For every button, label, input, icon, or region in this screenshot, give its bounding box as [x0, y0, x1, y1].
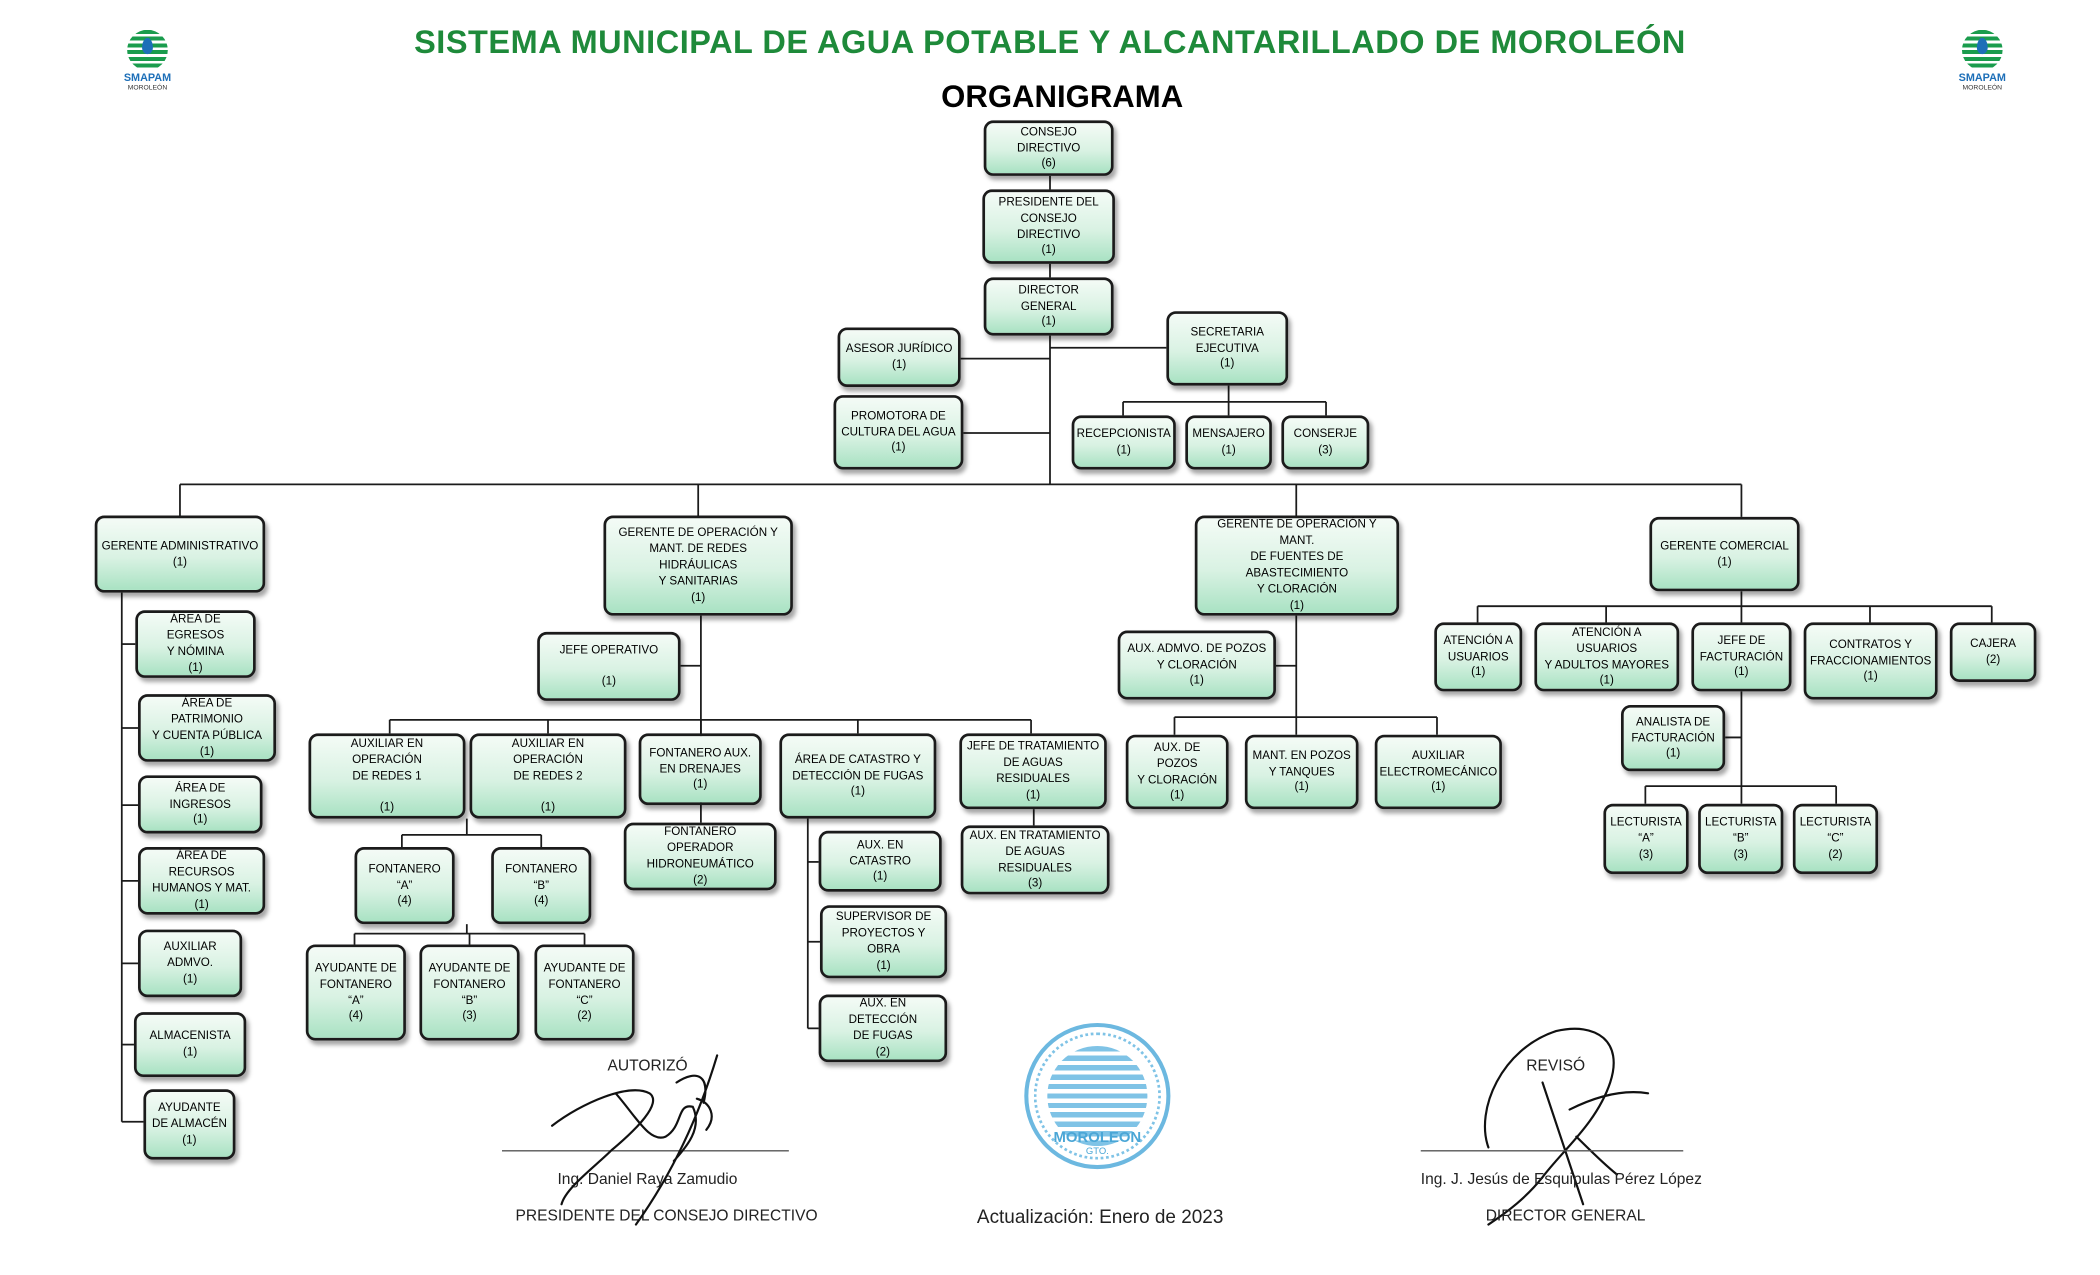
box-label: ÁREA DE CATASTRO Y DETECCIÓN DE FUGAS (1) — [792, 751, 924, 798]
reviso-signature-line — [1421, 1150, 1684, 1151]
box-label: PROMOTORA DE CULTURA DEL AGUA (1) — [841, 408, 956, 454]
box-label: ATENCIÓN A USUARIOS (1) — [1443, 632, 1514, 679]
box-label: CAJERA (2) — [1970, 636, 2017, 666]
box-label: SECRETARIA EJECUTIVA (1) — [1190, 324, 1264, 370]
box-label: DIRECTOR GENERAL (1) — [1018, 282, 1079, 329]
box-label: ÁREA DE INGRESOS (1) — [169, 780, 231, 826]
box-label: CONTRATOS Y FRACCIONAMIENTOS (1) — [1810, 636, 1932, 683]
box-label: GERENTE DE OPERACIÓN Y MANT. DE REDES HIDRÁULICAS Y SANITARIAS (1) — [618, 525, 778, 604]
box-label: AUX. ADMVO. DE POZOS Y CLORACIÓN (1) — [1127, 640, 1267, 687]
box-label: GERENTE ADMINISTRATIVO (1) — [101, 538, 259, 568]
seal-subtext: GTO. — [1085, 1147, 1109, 1157]
box-label: SUPERVISOR DE PROYECTOS Y OBRA (1) — [835, 909, 932, 972]
box-label: JEFE OPERATIVO (1) — [559, 642, 659, 688]
box-label: LECTURISTA “A” (3) — [1610, 814, 1682, 861]
box-label: ÁREA DE EGRESOS Y NÓMINA (1) — [166, 611, 225, 674]
autorizo-name: Ing. Daniel Raya Zamudio — [557, 1171, 738, 1189]
reviso-role: DIRECTOR GENERAL — [1485, 1208, 1646, 1225]
box-label: GERENTE COMERCIAL (1) — [1660, 538, 1789, 568]
autorizo-label: AUTORIZÓ — [607, 1058, 688, 1075]
box-label: ÁREA DE RECURSOS HUMANOS Y MAT. (1) — [152, 848, 252, 911]
box-label: JEFE DE FACTURACIÓN (1) — [1699, 632, 1784, 679]
box-label: PRESIDENTE DEL CONSEJO DIRECTIVO (1) — [998, 194, 1099, 257]
box-label: ALMACENISTA (1) — [149, 1028, 231, 1059]
box-label: AUXILIAR ELECTROMECÁNICO (1) — [1379, 747, 1498, 794]
seal-text: MOROLEON — [1053, 1129, 1142, 1147]
box-label: CONSERJE (3) — [1293, 426, 1358, 456]
page-title: SISTEMA MUNICIPAL DE AGUA POTABLE Y ALCANTARILLADO DE MOROLEÓN — [414, 24, 1686, 61]
box-label: ATENCIÓN A USUARIOS Y ADULTOS MAYORES (1) — [1544, 624, 1670, 687]
box-label: AUX. DE POZOS Y CLORACIÓN (1) — [1137, 739, 1218, 802]
box-label: AYUDANTE DE FONTANERO “A” (4) — [314, 960, 397, 1023]
logo-text: SMAPAM — [1958, 71, 2006, 84]
box-label: FONTANERO “A” (4) — [368, 861, 441, 908]
box-label: RECEPCIONISTA (1) — [1076, 426, 1171, 456]
box-label: JEFE DE TRATAMIENTO DE AGUAS RESIDUALES (1) — [966, 739, 1100, 801]
box-label: MENSAJERO (1) — [1192, 426, 1265, 456]
box-label: AUX. EN CATASTRO (1) — [849, 837, 911, 883]
box-label: FONTANERO OPERADOR HIDRONEUMÁTICO (2) — [646, 824, 754, 887]
box-label: FONTANERO “B” (4) — [505, 861, 578, 908]
box-label: FONTANERO AUX. EN DRENAJES (1) — [649, 745, 752, 791]
logo-text: SMAPAM — [123, 71, 172, 84]
box-label: AYUDANTE DE FONTANERO “C” (2) — [543, 960, 626, 1023]
box-label: MANT. EN POZOS Y TANQUES (1) — [1252, 747, 1351, 794]
official-seal — [1024, 1023, 1170, 1169]
box-label: CONSEJO DIRECTIVO (6) — [1016, 124, 1081, 170]
box-label: ASESOR JURÍDICO (1) — [845, 341, 953, 371]
box-label: LECTURISTA “B” (3) — [1705, 814, 1777, 861]
box-label: AUXILIAR EN OPERACIÓN DE REDES 1 (1) — [350, 735, 424, 814]
autorizo-role: PRESIDENTE DEL CONSEJO DIRECTIVO — [515, 1208, 818, 1225]
box-label: LECTURISTA “C” (2) — [1799, 814, 1872, 861]
box-label: AUXILIAR EN OPERACIÓN DE REDES 2 (1) — [511, 735, 585, 814]
box-label: ANALISTA DE FACTURACIÓN (1) — [1631, 714, 1715, 760]
box-label: AUX. EN TRATAMIENTO DE AGUAS RESIDUALES (3) — [969, 827, 1101, 890]
logo-subtext: MOROLEÓN — [1962, 83, 2003, 93]
box-label: ÁREA DE PATRIMONIO Y CUENTA PÚBLICA (1) — [151, 695, 263, 758]
box-label: AYUDANTE DE FONTANERO “B” (3) — [428, 960, 511, 1023]
reviso-name: Ing. J. Jesús de Esquipulas Pérez López — [1420, 1171, 1702, 1189]
logo-subtext: MOROLEÓN — [127, 83, 168, 93]
box-label: AUX. EN DETECCIÓN DE FUGAS (2) — [848, 996, 918, 1058]
box-label: AYUDANTE DE ALMACÉN (1) — [151, 1100, 227, 1146]
box-label: AUXILIAR ADMVO. (1) — [163, 939, 217, 985]
box-label: GERENTE DE OPERACIÓN Y MANT. DE FUENTES DE ABASTECIMIENTO Y CLORACIÓN (1) — [1217, 517, 1377, 612]
chart-subtitle: ORGANIGRAMA — [941, 78, 1184, 114]
reviso-label: REVISÓ — [1526, 1058, 1586, 1075]
update-date: Actualización: Enero de 2023 — [976, 1205, 1224, 1228]
